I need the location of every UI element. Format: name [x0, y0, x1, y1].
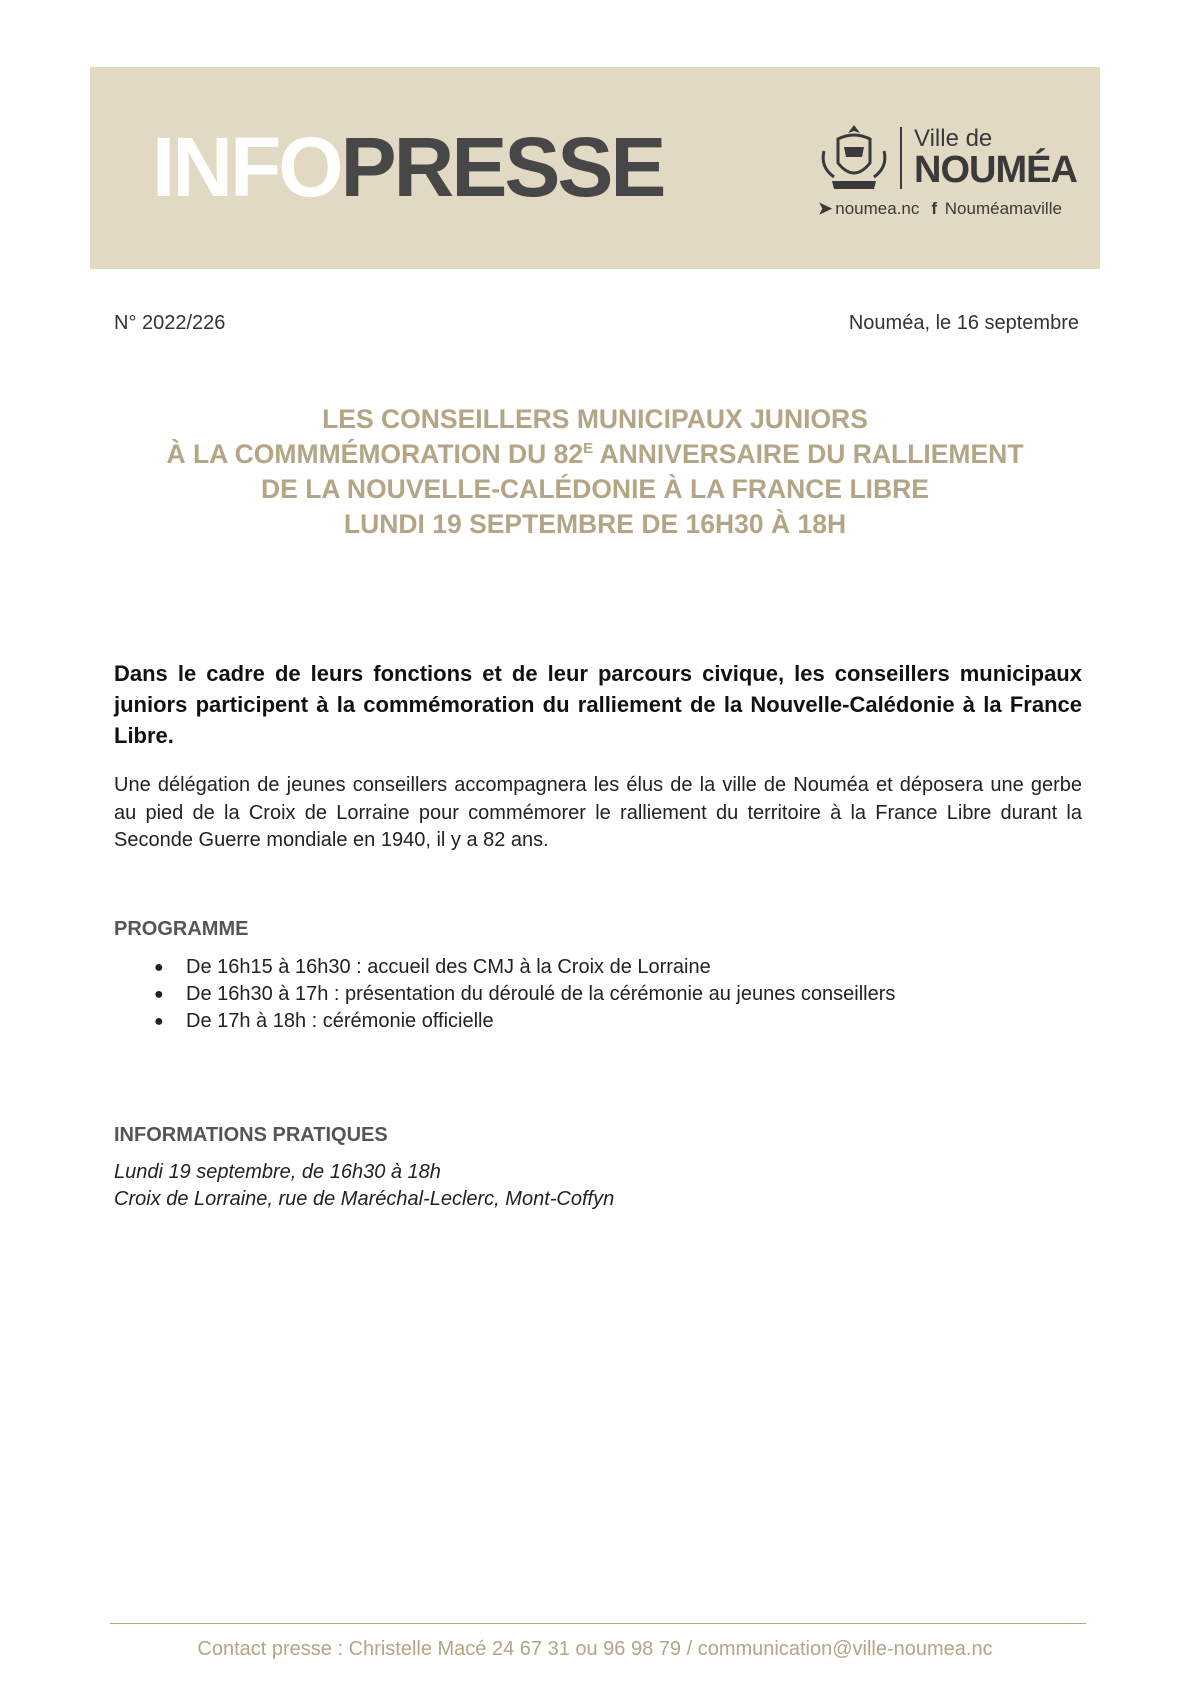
- city-crest-icon: [818, 123, 890, 195]
- headline-line-2: À LA COMMMÉMORATION DU $82^E$ ANNIVERSAIRE DU RALLIEMENT: [166, 439, 1024, 469]
- website-link[interactable]: noumea.nc: [835, 199, 920, 218]
- infos-details: [114, 1159, 614, 1213]
- facebook-icon: f: [931, 199, 938, 218]
- bullet-icon: ●: [154, 986, 164, 1003]
- list-item: ● De 16h30 à 17h : présentation du déroulé de la cérémonie au jeunes conseillers: [114, 981, 895, 1008]
- headline-line-1: LES CONSEILLERS MUNICIPAUX JUNIORS: [322, 404, 868, 434]
- footer-divider: [110, 1623, 1086, 1624]
- headline-line-4: LUNDI 19 SEPTEMBRE DE 16H30 À 18H: [343, 509, 847, 539]
- bullet-icon: ●: [154, 959, 164, 976]
- ville-noumea-logo: [818, 123, 1078, 219]
- programme-heading: PROGRAMME: [114, 918, 249, 940]
- bullet-icon: ●: [154, 1013, 164, 1030]
- social-links: [818, 199, 1062, 219]
- infos-location: Croix de Lorraine, rue de Maréchal-Leclerc, Mont-Coffyn: [114, 1188, 615, 1210]
- headline: [90, 402, 1100, 542]
- list-item: ● De 16h15 à 16h30 : accueil des CMJ à la Croix de Lorraine: [114, 954, 895, 981]
- body-paragraph: Une délégation de jeunes conseillers accompagnera les élus de la ville de Nouméa et déposera une gerbe au pied de la Croix de Lorraine pour commémorer le ralliement du territoire à la France Libre durant la Seconde Guerre mondiale en 1940, il y a 82 ans.: [114, 774, 1082, 851]
- infopresse-logo: INFOPRESSE: [152, 120, 664, 214]
- programme-list: [114, 954, 895, 1035]
- lead-paragraph: Dans le cadre de leurs fonctions et de leur parcours civique, les conseillers municipaux juniors participent à la commémoration du ralliement de la Nouvelle-Calédonie à la France Libre.: [114, 661, 1082, 748]
- list-item: ● De 17h à 18h : cérémonie officielle: [114, 1008, 895, 1035]
- press-release-number: N° 2022/226: [114, 312, 226, 334]
- infos-date: Lundi 19 septembre, de 16h30 à 18h: [114, 1161, 441, 1183]
- logo-noumea: NOUMÉA: [914, 149, 1077, 191]
- footer-contact: Contact presse : Christelle Macé 24 67 31 ou 96 98 79 / communication@ville-noumea.nc: [197, 1638, 993, 1660]
- facebook-link[interactable]: Nouméamaville: [944, 199, 1062, 218]
- infos-heading: INFORMATIONS PRATIQUES: [114, 1124, 388, 1146]
- logo-ville-de: Ville de: [914, 125, 993, 152]
- headline-line-3: DE LA NOUVELLE-CALÉDONIE À LA FRANCE LIBRE: [261, 474, 929, 504]
- press-release-date: Nouméa, le 16 septembre: [848, 312, 1079, 334]
- header-banner: [90, 67, 1100, 269]
- cursor-arrow-icon: ➤: [818, 199, 833, 218]
- logo-separator: [900, 127, 902, 189]
